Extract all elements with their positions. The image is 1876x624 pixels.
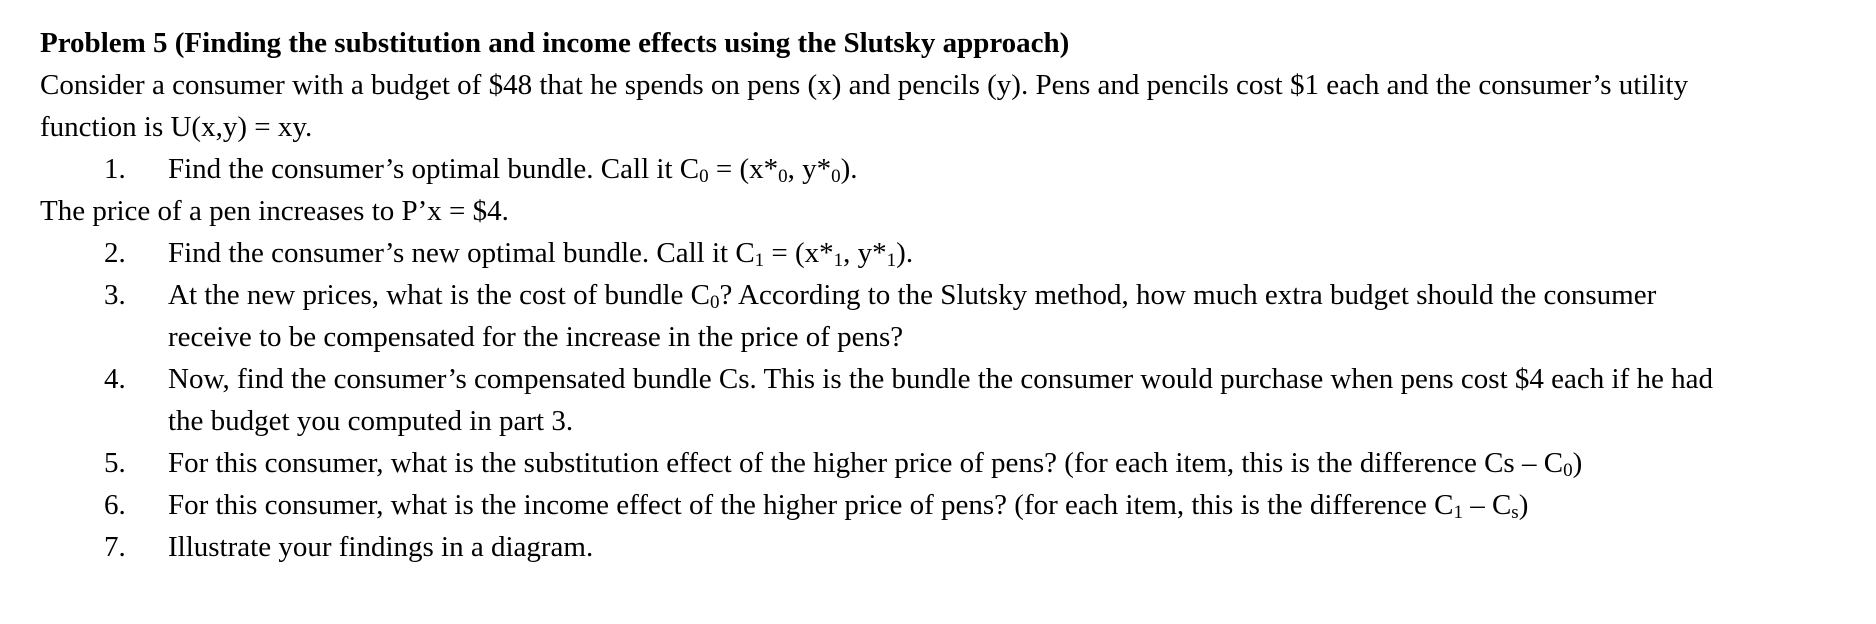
question-text-part: , y* xyxy=(787,153,832,185)
question-text-line-1 xyxy=(168,274,1860,316)
question-number: 1. xyxy=(104,153,126,185)
question-text xyxy=(168,442,1860,484)
intro-line-1: Consider a consumer with a budget of $48 that he spends on pens (x) and pencils (y). Pens and pencils cost $1 each and the consumer’s utility xyxy=(40,69,1689,101)
question-text-part: ? According to the Slutsky method, how much extra budget should the consumer xyxy=(719,279,1657,311)
question-2 xyxy=(40,232,1860,274)
question-text-line-2: receive to be compensated for the increase in the price of pens? xyxy=(168,321,904,353)
question-text-part: At the new prices, what is the cost of bundle C xyxy=(168,279,711,311)
question-6 xyxy=(40,484,1860,526)
question-7 xyxy=(40,526,1860,568)
subscript: 0 xyxy=(699,166,709,187)
question-text-part: For this consumer, what is the substitution effect of the higher price of pens? (for each item, this is the difference Cs – C xyxy=(168,447,1564,479)
question-5 xyxy=(40,442,1860,484)
question-text-part: For this consumer, what is the income effect of the higher price of pens? (for each item, this is the difference C xyxy=(168,489,1454,521)
question-text-part: = (x* xyxy=(764,237,834,269)
problem-document xyxy=(40,22,1860,568)
question-text-part: ) xyxy=(1572,447,1583,479)
question-text-part: = (x* xyxy=(708,153,779,185)
question-text: Illustrate your findings in a diagram. xyxy=(168,531,594,563)
question-text-part: Find the consumer’s optimal bundle. Call it C xyxy=(168,153,700,185)
question-text xyxy=(168,484,1860,526)
price-change-statement: The price of a pen increases to P’x = $4. xyxy=(40,195,509,227)
subscript: 1 xyxy=(833,250,844,271)
subscript: s xyxy=(1511,502,1519,523)
question-number: 3. xyxy=(104,279,126,311)
question-number: 5. xyxy=(104,447,126,479)
subscript: 1 xyxy=(754,250,765,271)
question-number: 7. xyxy=(104,531,126,563)
question-text xyxy=(168,148,1860,190)
question-number: 6. xyxy=(104,489,126,521)
problem-title: Problem 5 (Finding the substitution and income effects using the Slutsky approach) xyxy=(40,27,1070,59)
question-text-part: ) xyxy=(1518,489,1529,521)
subscript: 0 xyxy=(778,166,788,187)
question-text-part: – C xyxy=(1462,489,1512,521)
question-text xyxy=(168,232,1860,274)
question-text-part: , y* xyxy=(843,237,887,269)
question-text-part: ). xyxy=(896,237,914,269)
subscript: 1 xyxy=(886,250,897,271)
question-text-part: Find the consumer’s new optimal bundle. Call it C xyxy=(168,237,755,269)
question-number: 4. xyxy=(104,363,126,395)
question-4 xyxy=(40,358,1860,442)
question-number: 2. xyxy=(104,237,126,269)
subscript: 1 xyxy=(1453,502,1463,523)
subscript: 0 xyxy=(710,292,720,313)
intro-line-2: function is U(x,y) = xy. xyxy=(40,111,313,143)
question-1 xyxy=(40,148,1860,190)
question-text-line-1: Now, find the consumer’s compensated bundle Cs. This is the bundle the consumer would purchase when pens cost $4 each if he had xyxy=(168,363,1713,395)
question-text-part: ). xyxy=(840,153,858,185)
question-3 xyxy=(40,274,1860,358)
subscript: 0 xyxy=(1563,460,1573,481)
intro-paragraph xyxy=(40,64,1860,148)
question-text-line-2: the budget you computed in part 3. xyxy=(168,405,574,437)
subscript: 0 xyxy=(831,166,841,187)
